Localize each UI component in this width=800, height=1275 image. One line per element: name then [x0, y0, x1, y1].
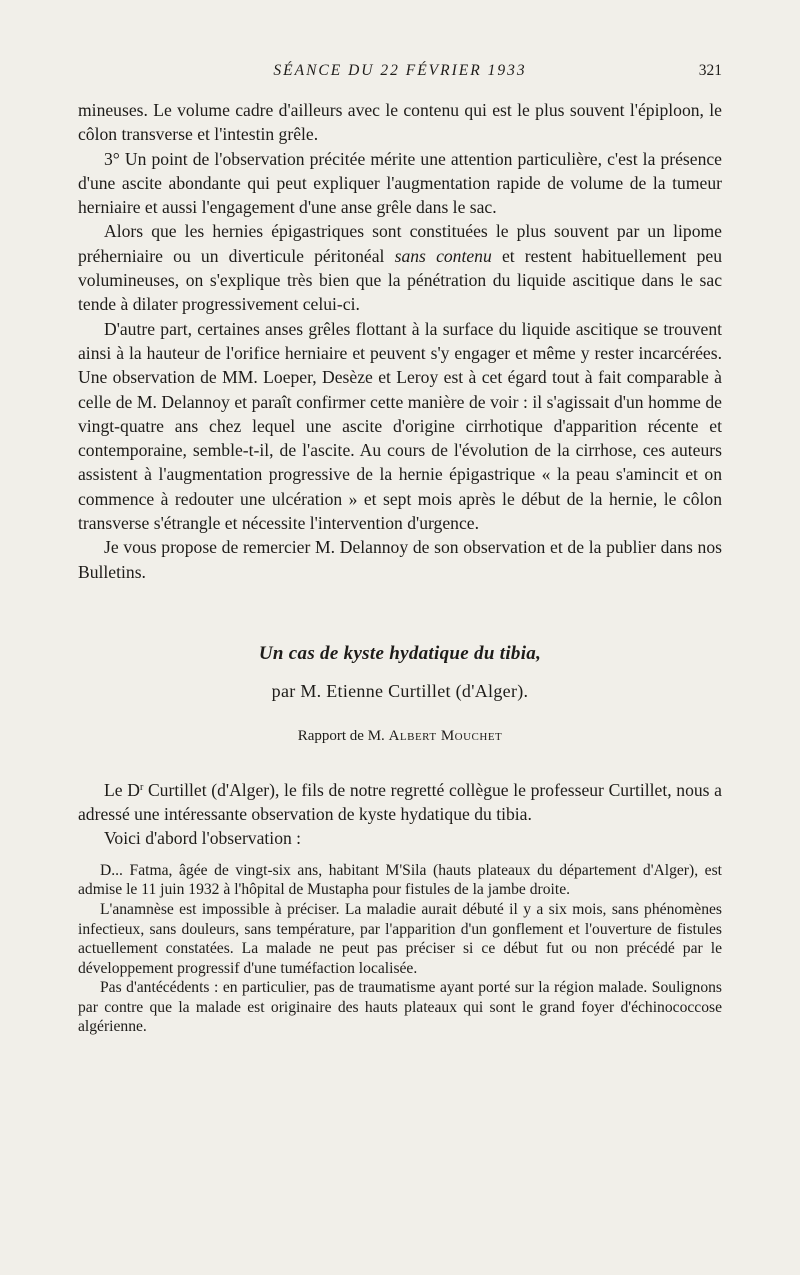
case-paragraph-2: L'anamnèse est impossible à préciser. La maladie aurait débuté il y a six mois, sans phénomènes infectieux, sans douleurs, sans température, par l'apparition d'un gonflement et l'ouverture de fistules actuellement constatées. La malade ne peut pas préciser si ce début fut ou non précédé par le développement progressif d'une tuméfaction localisée. — [78, 900, 722, 977]
paragraph-point-3: 3° Un point de l'observation précitée mérite une attention particulière, c'est la présence d'une ascite abondante qui peut expliquer l'augmentation rapide de volume de la tumeur herniaire et aussi l'engagement d'une anse grêle dans le sac. — [78, 148, 722, 218]
paragraph-conclusion: Je vous propose de remercier M. Delannoy de son observation et de la publier dans nos Bulletins. — [78, 537, 722, 582]
reporter-name: Albert Mouchet — [388, 727, 503, 744]
report-line — [78, 724, 722, 748]
paragraph-hernies-end: et restent habituellement peu volumineuses, on s'explique très bien que la pénétration du liquide ascitique dans le sac tende à dilater progressivement celui-ci. — [78, 245, 722, 315]
paragraph-continuation: mineuses. Le volume cadre d'ailleurs avec le contenu qui est le plus souvent l'épiploon, le côlon transverse et l'intestin grêle. — [78, 100, 722, 145]
page-number: 321 — [698, 62, 722, 79]
report-prefix: Rapport de M. — [297, 727, 389, 744]
running-title: SÉANCE DU 22 FÉVRIER 1933 — [273, 62, 527, 79]
body-text — [78, 98, 722, 1037]
case-paragraph-1: D... Fatma, âgée de vingt-six ans, habitant M'Sila (hauts plateaux du département d'Alger), est admise le 11 juin 1932 à l'hôpital de Mustapha pour fistules de la jambe droite. — [78, 861, 722, 899]
case-report — [78, 861, 722, 1037]
paragraph-hernies-start: Alors que les hernies épigastriques sont constituées le plus souvent par un lipome préherniaire ou un diverticule péritonéal — [78, 221, 722, 266]
article-title: Un cas de kyste hydatique du tibia, — [258, 642, 542, 664]
paragraph-hernies — [78, 219, 722, 316]
emphasis-sans-contenu: sans contenu — [394, 245, 492, 266]
intro-paragraph-2: Voici d'abord l'observation : — [104, 828, 302, 849]
intro-paragraph-1 — [78, 778, 722, 827]
paragraph-autre-part: D'autre part, certaines anses grêles flottant à la surface du liquide ascitique se trouvent ainsi à la hauteur de l'orifice herniaire et peuvent s'y engager et même y rester incarcérées. Une observation de MM. Loeper, Desèze et Leroy est à cet égard tout à fait comparable à celle de M. Delannoy et paraît confirmer cette manière de voir : il s'agissait d'un homme de vingt-quatre ans chez lequel une ascite d'origine cirrhotique d'apparition récente et contemporaine, semble-t-il, de l'ascite. Au cours de l'évolution de la cirrhose, ces auteurs assistent à l'augmentation progressive de la hernie épigastrique « la peau s'amincit et on commence à redouter une ulcération » et sept mois après le début de la hernie, le côlon transverse s'étrangle et nécessite l'intervention d'urgence. — [78, 318, 722, 534]
doctor-superscript: r — [139, 781, 144, 793]
running-head — [0, 58, 800, 84]
intro-p1-start: Le D — [104, 779, 140, 800]
article-author: par M. Etienne Curtillet (d'Alger). — [271, 681, 529, 702]
case-paragraph-3: Pas d'antécédents : en particulier, pas de traumatisme ayant porté sur la région malade. Soulignons par contre que la malade est originaire des hauts plateaux qui sont le grand foyer d'échinococcose algérienne. — [78, 979, 722, 1036]
intro-p1-rest: Curtillet (d'Alger), le fils de notre regretté collègue le professeur Curtillet, nous a adressé une intéressante observation de kyste hydatique du tibia. — [78, 779, 722, 825]
intro-section — [78, 778, 722, 851]
